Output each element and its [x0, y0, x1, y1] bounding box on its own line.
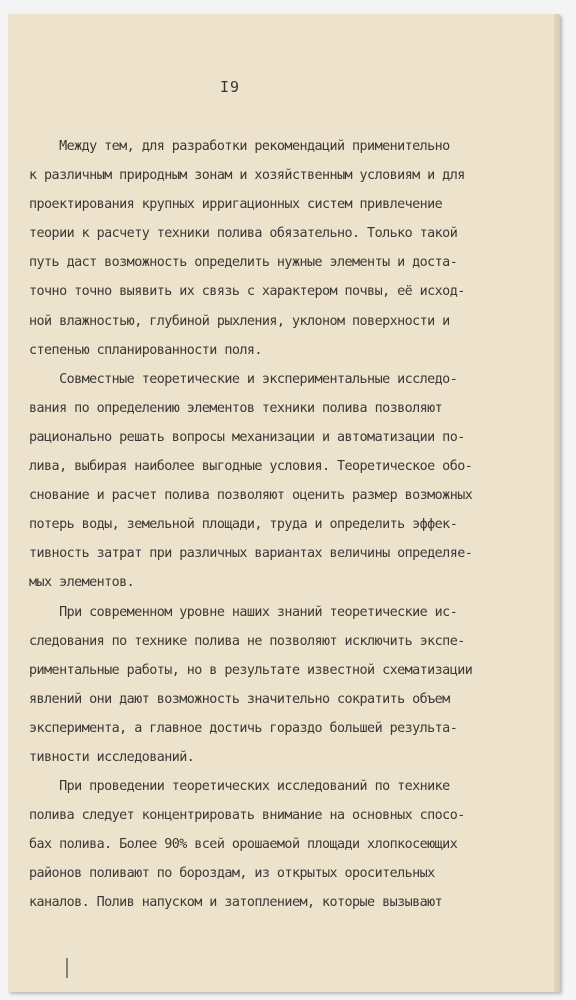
text-line: эксперимента, а главное достичь гораздо большей результа- — [14, 720, 458, 736]
text-line: Между тем, для разработки рекомендаций применительно — [14, 139, 450, 154]
body-text — [14, 132, 554, 918]
text-line: тивность затрат при различных вариантах величины определяе- — [14, 546, 473, 562]
text-line: следования по технике полива не позволяют исключить экспе- — [14, 633, 465, 649]
text-line: районов поливают по бороздам, из открытых оросительных — [14, 866, 435, 882]
text-line: потерь воды, земельной площади, труда и определить эффек- — [14, 517, 458, 533]
text-line: проектирования крупных ирригационных систем привлечение — [14, 197, 443, 213]
text-line: каналов. Полив напуском и затоплением, которые вызывают — [14, 895, 443, 911]
text-line: рационально решать вопросы механизации и автоматизации по- — [14, 429, 465, 445]
text-line: Совместные теоретические и экспериментальные исследо- — [14, 371, 458, 387]
text-line: путь даст возможность определить нужные элементы и доста- — [14, 255, 458, 271]
text-line: снование и расчет полива позволяют оценить размер возможных — [14, 488, 473, 504]
page-edge — [554, 14, 560, 992]
text-line: При современном уровне наших знаний теоретические ис- — [14, 604, 458, 620]
text-line: точно точно выявить их связь с характером почвы, её исход- — [14, 284, 465, 300]
text-line: бах полива. Более 90% всей орошаемой площади хлопкосеющих — [14, 837, 458, 853]
page-number: I9 — [220, 78, 241, 96]
text-line: полива следует концентрировать внимание на основных спосо- — [14, 808, 465, 824]
document-page — [8, 14, 560, 992]
text-line: явлений они дают возможность значительно сократить объем — [14, 691, 450, 707]
text-line: риментальные работы, но в результате известной схематизации — [14, 662, 473, 678]
text-line: ной влажностью, глубиной рыхления, уклоном поверхности и — [14, 313, 450, 329]
text-line: лива, выбирая наиболее выгодные условия. Теоретическое обо- — [14, 459, 473, 475]
text-line: мых элементов. — [14, 575, 135, 591]
text-line: степенью спланированности поля. — [14, 342, 262, 358]
text-line: вания по определению элементов техники полива позволяют — [14, 400, 443, 416]
margin-mark — [66, 958, 68, 978]
text-line: к различным природным зонам и хозяйственным условиям и для — [14, 168, 465, 184]
text-line: теории к расчету техники полива обязательно. Только такой — [14, 226, 458, 242]
text-line: тивности исследований. — [14, 749, 195, 765]
text-line: При проведении теоретических исследований по технике — [14, 779, 450, 795]
